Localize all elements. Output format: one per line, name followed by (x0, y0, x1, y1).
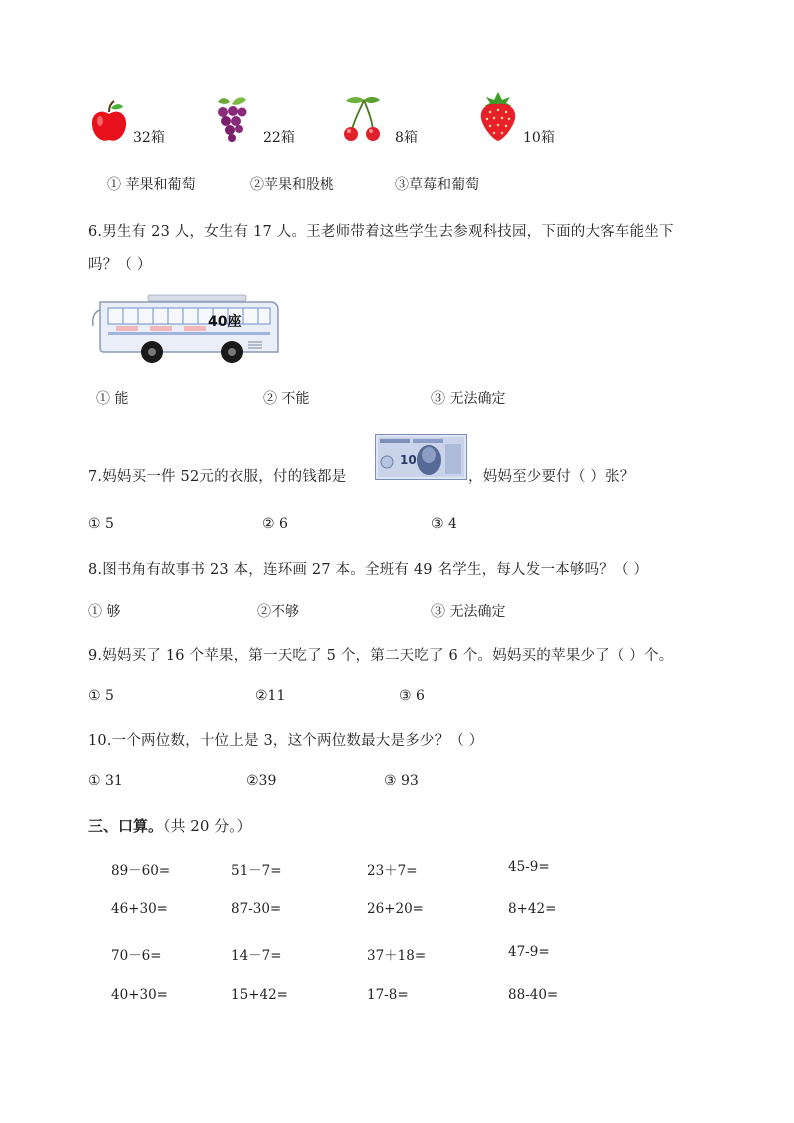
section-3-score-note: （共 20 分。） (163, 817, 252, 835)
q9-option-3[interactable]: ③ 6 (399, 688, 425, 704)
section-3-heading (88, 815, 252, 836)
calc-r4-c3: 17-8= (367, 987, 409, 1003)
calc-r4-c4: 88-40= (508, 987, 559, 1003)
q6-text-line2: 吗？（ ） (88, 257, 152, 273)
calc-r3-c4: 47-9= (508, 944, 550, 960)
bus-seat-label: 40座 (208, 314, 242, 330)
q7-option-2[interactable]: ② 6 (262, 516, 288, 532)
calc-r1-c3: 23＋7= (367, 863, 418, 879)
q9-option-2[interactable]: ②11 (255, 688, 286, 704)
q9-option-1[interactable]: ① 5 (88, 688, 114, 704)
strawberry-icon (476, 88, 520, 142)
q8-option-3[interactable]: ③ 无法确定 (431, 604, 506, 620)
q7-text-after: ，妈妈至少要付（ ）张？ (468, 469, 635, 485)
q10-option-2[interactable]: ②39 (246, 773, 277, 789)
apple-icon (90, 100, 128, 144)
q8-option-1[interactable]: ① 够 (88, 604, 121, 620)
calc-r2-c1: 46+30= (111, 901, 168, 917)
q8-option-2[interactable]: ②不够 (257, 604, 299, 620)
q6-option-1[interactable]: ① 能 (96, 391, 129, 407)
fruit-count-strawberry: 10箱 (523, 130, 555, 146)
q5-option-3[interactable]: ③草莓和葡萄 (395, 177, 479, 193)
fruit-count-cherries: 8箱 (395, 130, 418, 146)
q8-text: 8.图书角有故事书 23 本，连环画 27 本。全班有 49 名学生，每人发一本够吗？（ ） (88, 562, 649, 578)
grapes-icon (212, 94, 248, 142)
q10-option-1[interactable]: ① 31 (88, 773, 123, 789)
calc-r1-c4: 45-9= (508, 859, 550, 875)
bus-illustration (90, 294, 282, 366)
calc-r1-c2: 51－7= (231, 863, 282, 879)
banknote-value: 10 (400, 453, 417, 467)
calc-r3-c3: 37＋18= (367, 948, 427, 964)
calc-r1-c1: 89－60= (111, 863, 171, 879)
calc-r2-c2: 87-30= (231, 901, 282, 917)
banknote-10-yuan-image (375, 434, 467, 480)
calc-r2-c4: 8+42= (508, 901, 557, 917)
q5-option-1[interactable]: ① 苹果和葡萄 (107, 177, 196, 193)
calc-r4-c2: 15+42= (231, 987, 288, 1003)
q7-text-before: 7.妈妈买一件 52元的衣服，付的钱都是 (88, 469, 347, 485)
calc-r2-c3: 26+20= (367, 901, 424, 917)
cherries-icon (342, 96, 384, 142)
q9-text: 9.妈妈买了 16 个苹果，第一天吃了 5 个，第二天吃了 6 个。妈妈买的苹果少了（ ）个。 (88, 648, 674, 664)
calc-r3-c2: 14－7= (231, 948, 282, 964)
calc-r4-c1: 40+30= (111, 987, 168, 1003)
q10-text: 10.一个两位数，十位上是 3，这个两位数最大是多少？（ ） (88, 733, 484, 749)
fruit-count-grapes: 22箱 (263, 130, 295, 146)
q6-text-line1: 6.男生有 23 人，女生有 17 人。王老师带着这些学生去参观科技园，下面的大客车能坐下 (88, 224, 674, 240)
fruit-count-apple: 32箱 (133, 130, 165, 146)
q6-option-2[interactable]: ② 不能 (263, 391, 310, 407)
q7-option-3[interactable]: ③ 4 (431, 516, 457, 532)
q10-option-3[interactable]: ③ 93 (384, 773, 419, 789)
calc-r3-c1: 70－6= (111, 948, 162, 964)
q6-option-3[interactable]: ③ 无法确定 (431, 391, 506, 407)
q5-option-2[interactable]: ②苹果和股桃 (250, 177, 334, 193)
q7-option-1[interactable]: ① 5 (88, 516, 114, 532)
section-3-title: 三、口算。 (88, 817, 164, 835)
